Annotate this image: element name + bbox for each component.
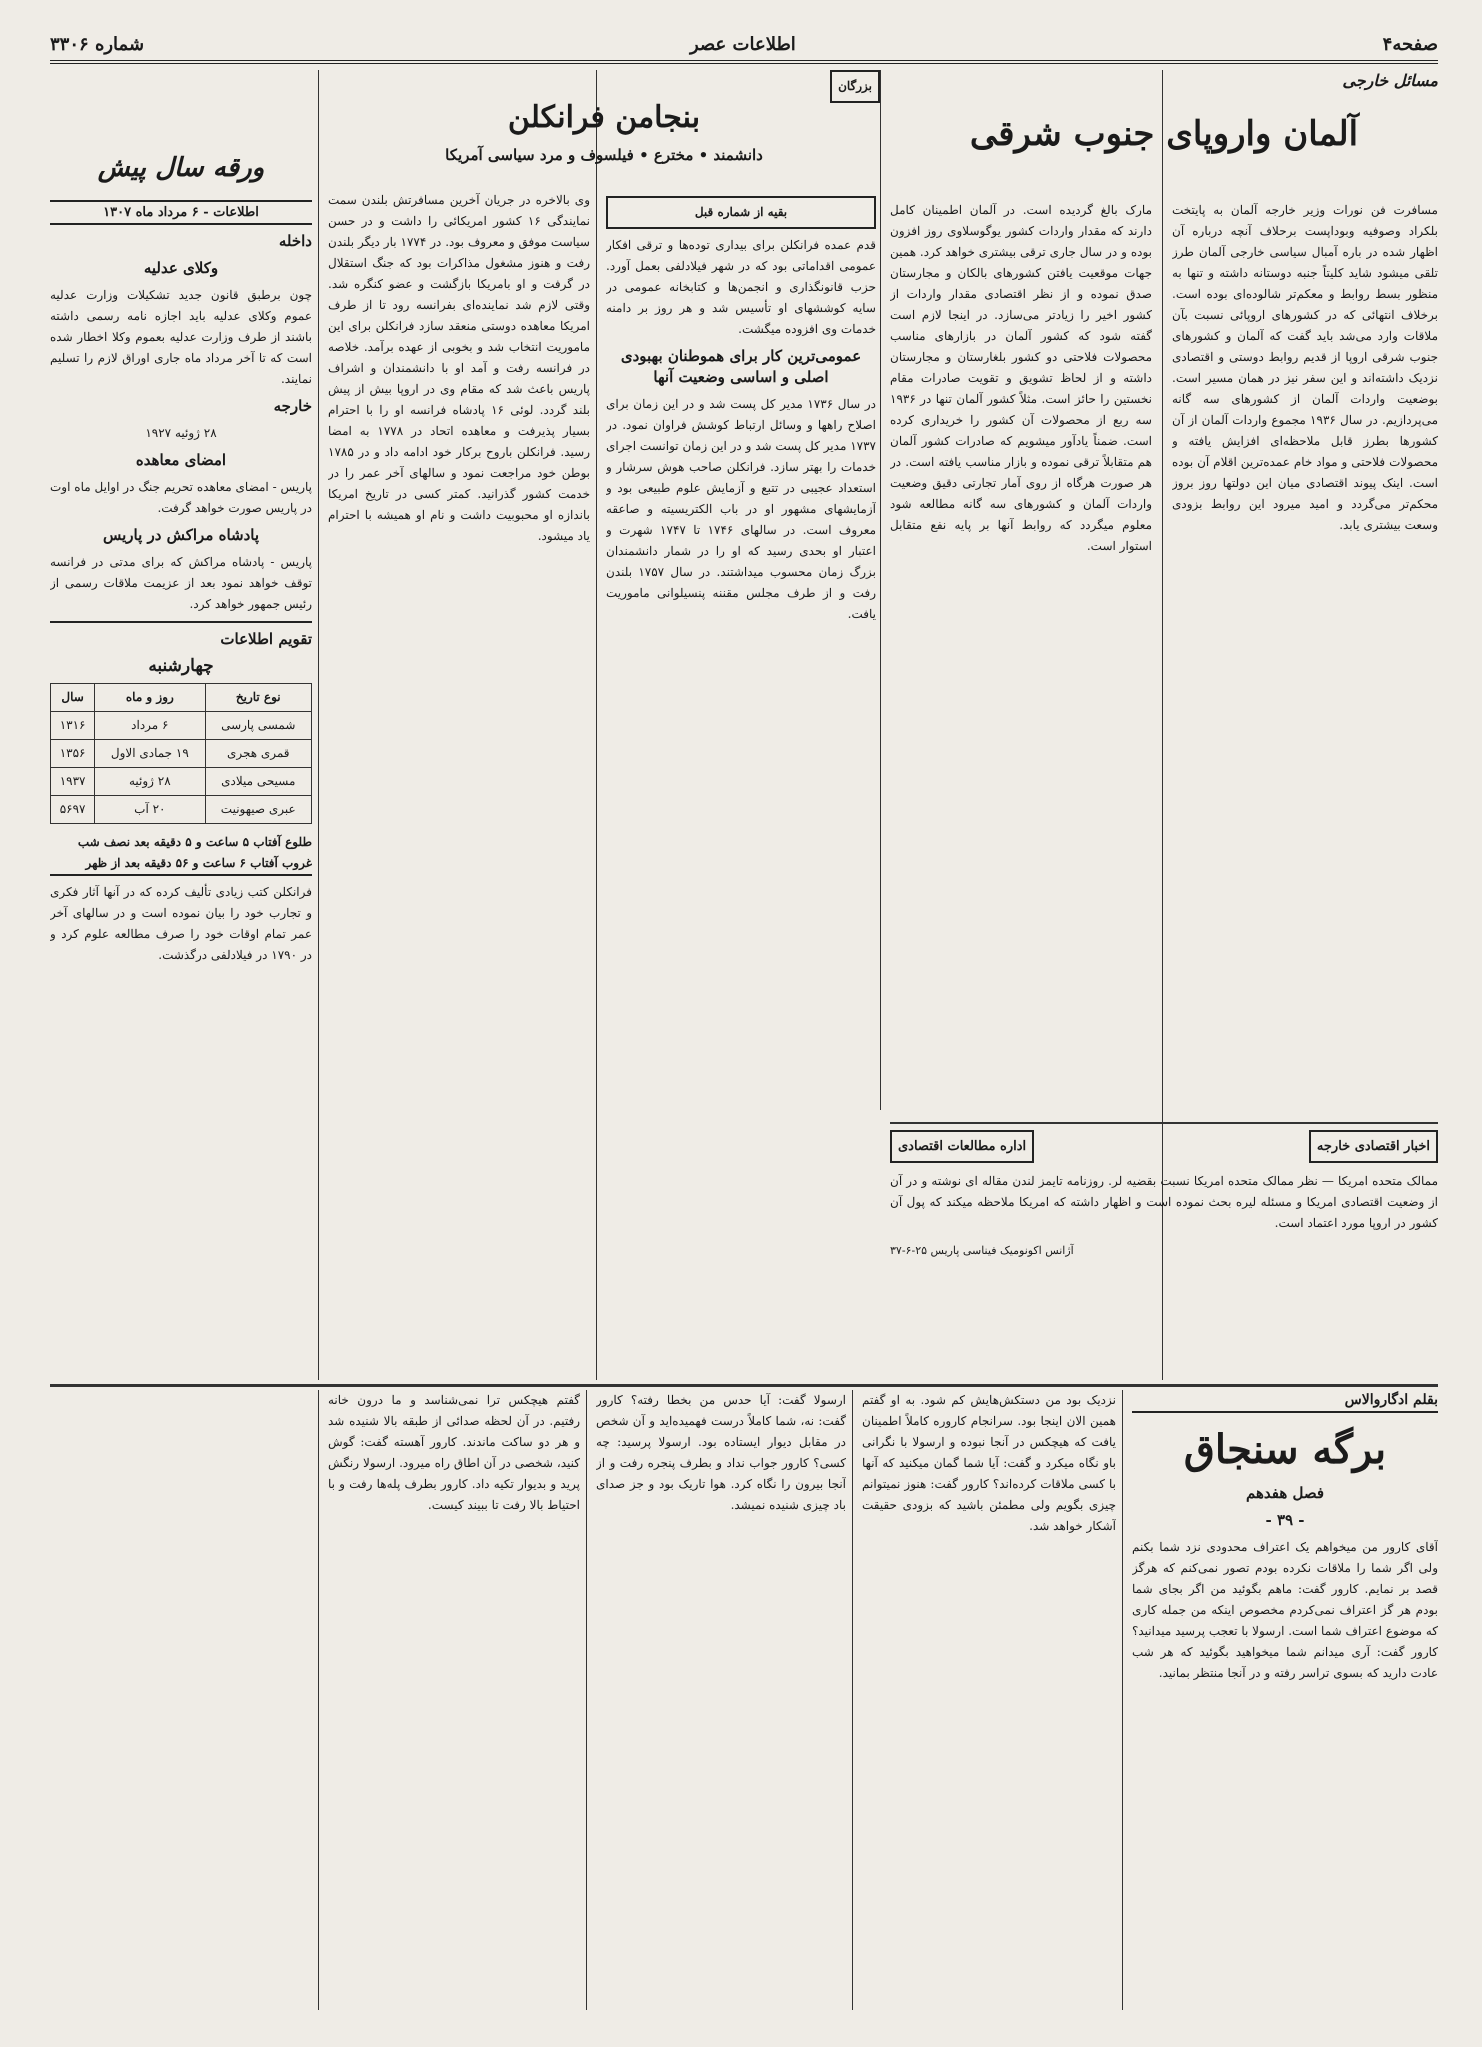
section-heading: خارجه: [273, 397, 312, 415]
section-divider: [50, 1384, 1438, 1387]
article-paragraph: پاریس - امضای معاهده تحریم جنگ در اوایل ماه اوت در پاریس صورت خواهد گرفت.: [50, 480, 312, 515]
date-line: اطلاعات - ۶ مرداد ماه ۱۳۰۷: [50, 200, 312, 225]
headline-block: [890, 70, 1438, 190]
section-title: اخبار اقتصادی خارجه: [1309, 1130, 1438, 1163]
calendar-title: تقویم اطلاعات: [220, 630, 312, 648]
table-cell: ۲۰ آب: [95, 796, 205, 824]
sunrise-line: طلوع آفتاب ۵ ساعت و ۵ دقیقه بعد نصف شب: [77, 835, 312, 849]
table-row: [51, 796, 312, 824]
source-line: آژانس اکونومیک فیناسی پاریس ۲۵-۶-۳۷: [890, 1244, 1074, 1257]
table-cell: قمری هجری: [205, 740, 311, 768]
table-header: روز و ماه: [95, 684, 205, 712]
column-rule: [880, 70, 881, 1110]
table-cell: عبری صیهونیت: [205, 796, 311, 824]
column-last-year: [50, 70, 312, 1380]
serial-column: [596, 1390, 846, 2010]
paper-name: اطلاعات عصر: [690, 34, 796, 55]
weekday: چهارشنبه: [148, 656, 214, 676]
article-paragraph: فرانکلن کتب زیادی تألیف کرده که در آنها آثار فکری و تجارب خود را بیان نموده است و در سالهای آخر عمر تمام اوقات خود را صرف مطالعه علوم کرد و در ۱۷۹۰ در فیلادلفی درگذشت.: [50, 885, 312, 962]
table-cell: ۶ مرداد: [95, 712, 205, 740]
table-cell: ۵۶۹۷: [51, 796, 95, 824]
article-title: امضای معاهده: [135, 451, 227, 469]
article-headline: بنجامن فرانکلن: [507, 100, 701, 135]
continued-note: بقیه از شماره قبل: [606, 196, 876, 229]
article-paragraph: وی بالاخره در جریان آخرین مسافرتش بلندن سمت نمایندگی ۱۶ کشور امریکائی را داشت و در حسن سیاست موفق و معروف بود. در ۱۷۷۴ بار دیگر بلندن رفت و هنوز مشغول مذاکرات بود که جنگ استقلال در گرفت و او بامریکا بازگشت و عضو کنگره شد. وقتی لازم شد نماینده‌ای بفرانسه رود تا از طرف امریکا معاهده دوستی منعقد سازد فرانکلن برای این ماموریت انتخاب شد و بخوبی از عهده برآمد. خلاصه در فرانسه رفت و آمد او با دانشمندان و اشراف پاریس باعث شد که مقام وی در اروپا بیش از پیش بلند گردد. لوئی ۱۶ پادشاه فرانسه او را با احترام بسیار پذیرفت و معاهده اتحاد در ۱۷۷۸ به امضا رسید. فرانکلن باروح برکار خود ادامه داد و در ۱۷۸۵ بوطن خود مراجعت نمود و سالهای آخر عمر را در خدمت کشور گذرانید. کمتر کسی در تاریخ امریکا باندازه او محبوبیت داشت و نام او همیشه با احترام یاد میشود.: [328, 193, 590, 543]
sunset-line: غروب آفتاب ۶ ساعت و ۵۶ دقیقه بعد از ظهر: [50, 853, 312, 876]
article-paragraph: مسافرت فن نورات وزیر خارجه آلمان به پایتخت بلکراد وصوفیه وبوداپست برحلاف آنچه درباره آن اظهار شده در باره آمبال سیاسی خارجی آلمان طرز تلقی میشود شاید کلیتاً جنبه دوستانه داشته و تنها به منظور بسط روابط و معکم‌تر شالوده‌ای بوده است. برخلاف انتهائی که در کشورهای اروپائی نسبت بآن ملاقات وارد می‌شد باید گفت که آلمان و کشورهای جنوب شرقی اروپا از قدیم روابط دوستی و اقتصادی نزدیک داشته‌اند و این سفر نیز در همان مسیر است. بوضعیت واردات آلمان از کشورهای سه گانه می‌پردازیم. در سال ۱۹۳۶ مجموع واردات آلمان از آن کشورها بطرز قابل ملاحظه‌ای افزایش یافته و محصولات فلاحتی و مواد خام عمده‌ترین اقلام آن بوده است. اینک پیوند اقتصادی میان این دولتها روز بروز محکم‌تر می‌گردد و امید میرود این روابط بزودی وسعت بیشتری یابد.: [1172, 203, 1438, 532]
table-row: [51, 712, 312, 740]
article-paragraph: چون برطبق قانون جدید تشکیلات وزارت عدلیه عموم وکلای عدلیه باید اجازه نامه رسمی داشته باشند از طرف وزارت عدلیه بعموم وکلا اخطار شده است که تا آخر مرداد ماه جاری اوراق لازم را تسلیم نمایند.: [50, 288, 312, 386]
story-paragraph: نزدیک بود من دستکش‌هایش کم شود. به او گفتم همین الان اینجا بود. سرانجام کاروره کاملاً اطمینان یافت که هیچکس در آنجا نبوده و ارسولا با نگرانی باو نگاه میکرد و گفت: آیا شما گمان میکنید که آنها با کسی ملاقات کرده‌اند؟ کارور گفت: هنوز نمیتوانم چیزی بگویم ولی مطمئن باشید که بزودی حقیقت آشکار خواهد شد.: [862, 1393, 1116, 1533]
article-paragraph: پاریس - پادشاه مراکش که برای مدتی در فرانسه توقف خواهد نمود بعد از عزیمت ملاقات رسمی از رئیس جمهور خواهد کرد.: [50, 555, 312, 611]
table-cell: ۱۹۳۷: [51, 768, 95, 796]
table-header: نوع تاریخ: [205, 684, 311, 712]
article-subtitle: دانشمند • مخترع • فیلسوف و مرد سیاسی آمریکا: [445, 146, 763, 164]
serial-column: [50, 1390, 312, 2010]
franklin-headline-block: [328, 96, 880, 186]
article-paragraph: ممالک متحده امریکا — نظر ممالک متحده امریکا نسبت بقضیه لر. روزنامه تایمز لندن مقاله ای نوشته و در آن از وضعیت اقتصادی امریکا و مسئله لیره بحث نموده است و اظهار داشته که امریکا ملاحظه میکند که پول آن کشور در اروپا مورد اعتماد است.: [890, 1174, 1438, 1230]
section-divider: [890, 1122, 1438, 1124]
serial-column: [1132, 1390, 1438, 2010]
chapter-label: فصل هفدهم: [1245, 1484, 1325, 1502]
column-rule: [852, 1390, 853, 2010]
section-kicker: مسائل خارجی: [1342, 71, 1438, 90]
article-title: پادشاه مراکش در پاریس: [102, 526, 260, 544]
section-tag: بزرگان: [830, 70, 880, 103]
column-rule: [586, 1390, 587, 2010]
section-kicker: ورقه سال پیش: [97, 153, 265, 183]
episode-number: - ۳۹ -: [1265, 1511, 1305, 1529]
table-cell: ۱۳۱۶: [51, 712, 95, 740]
article-headline: آلمان واروپای جنوب شرقی: [969, 114, 1359, 154]
column-rule: [318, 70, 319, 1380]
story-paragraph: گفتم هیچکس ترا نمی‌شناسد و ما درون خانه رفتیم. در آن لحظه صدائی از طبقه بالا شنیده شد و هر دو ساکت ماندند. کارور آهسته گفت: گوش کنید، شخصی در آن اطاق راه میرود. ارسولا رنگش پرید و بدیوار تکیه داد. کارور بطرف پله‌ها رفت و با احتیاط بالا رفت تا ببیند کیست.: [328, 1393, 580, 1512]
section-title: اداره مطالعات اقتصادی: [890, 1130, 1034, 1163]
table-cell: ۲۸ ژوئیه: [95, 768, 205, 796]
franklin-body-continued: [328, 190, 590, 1380]
article-paragraph: در سال ۱۷۳۶ مدیر کل پست شد و در این زمان برای اصلاح راهها و وسائل ارتباط کوشش فراوان نمود. در ۱۷۳۷ مدیر کل پست شد و در این زمان توانست اجرای خدمات را بهتر سازد. فرانکلن صاحب هوش سرشار و استعداد عجیبی در تتبع و آزمایش علوم طبیعی بود و آزمایشهای مشهور او در باب الکتریسیته و صاعقه معروف است. در سالهای ۱۷۴۶ تا ۱۷۴۷ شهرت و اعتبار او بحدی رسید که او را در شمار دانشمندان بزرگ زمان محسوب میداشتند. در سال ۱۷۵۷ بلندن رفت و از طرف مجلس مقننه پنسیلوانی ماموریت یافت.: [606, 397, 876, 621]
table-row: [51, 740, 312, 768]
serial-title: برگه سنجاق: [1183, 1426, 1387, 1473]
story-paragraph: ارسولا گفت: آیا حدس من بخطا رفته؟ کارور گفت: نه، شما کاملاً درست فهمیده‌اید و آن شخص در مقابل دیوار ایستاده بود. ارسولا پرسید: چه کسی؟ کارور جواب نداد و بطرف پنجره رفت و از آنجا بیرون را نگاه کرد. هوا تاریک بود و جز صدای باد چیزی شنیده نمیشد.: [596, 1393, 846, 1512]
article-continuation: [890, 200, 1152, 1100]
page-number: صفحه۴: [1382, 34, 1438, 55]
table-cell: مسیحی میلادی: [205, 768, 311, 796]
franklin-body: [606, 190, 876, 1380]
serial-column: [862, 1390, 1116, 2010]
column-rule: [1122, 1390, 1123, 2010]
article-paragraph: قدم عمده فرانکلن برای بیداری توده‌ها و ترقی افکار عمومی اقداماتی بود که در شهر فیلادلفی بعمل آورد. حزب قانونگذاری و انجمن‌ها و کتابخانه عمومی در سایه کوششهای او تأسیس شد و هر روز بر دامنه خدمات وی افزوده میگشت.: [606, 238, 876, 336]
column-rule: [318, 1390, 319, 2010]
table-cell: شمسی پارسی: [205, 712, 311, 740]
table-cell: ۱۳۵۶: [51, 740, 95, 768]
calendar-table: [50, 683, 312, 824]
section-heading: داخله: [278, 232, 312, 250]
article-title: وکلای عدلیه: [143, 259, 219, 277]
issue-number: شماره ۳۳۰۶: [50, 34, 145, 55]
dateline: ۲۸ ژوئیه ۱۹۲۷: [145, 426, 217, 440]
table-row: [51, 768, 312, 796]
column-rule: [596, 70, 597, 1380]
story-paragraph: آقای کارور من میخواهم یک اعتراف محدودی نزد شما بکنم ولی اگر شما را ملاقات نکرده بودم تصور نمی‌کنم که هرگز قصد بر نمایم. کارور گفت: ماهم بگوئید من اگر بجای شما بودم هر گز اعتراف نمی‌کردم مخصوص اینکه من جمله کاری که موضوع اعتراف شما است. ارسولا با تعجب پرسید میدانید؟ کارور گفت: آری میدانم شما میخواهید بگوئید که هر شب عادت دارید که بسوی تراسر رفته و در آنجا منتظر بمانید.: [1132, 1540, 1438, 1680]
economic-news-box: [890, 1130, 1438, 1380]
article-paragraph: مارک بالغ گردیده است. در آلمان اطمینان کامل دارند که مقدار واردات کشور یوگوسلاوی روز افزون بوده و در سال جاری ترقی بیشتری خواهد کرد. همین جهات موقعیت یافتن کشورهای بالکان و مجارستان صدق نموده و از نظر اقتصادی مقدار واردات از کشور اخیر را زیادتر می‌سازد. در اینجا لازم است گفته شود که کشور آلمان در بازارهای مناسب محصولات فلاحتی دو کشور بلغارستان و مجارستان داشته و از لحاظ تشویق و تقویت صادرات مقام نخستین را حائز است. مثلاً کشور آلمان تنها در ۱۹۳۶ سه ربع از محصولات آن کشور را خریداری کرده است. ضمناً یادآور میشویم که صادرات کشور آلمان هم متقابلاً ترقی نموده و بازار مناسب یافته است. در هر صورت هرگاه از روی آمار تجارتی دقیق وضعیت واردات آلمان و کشورهای سه گانه مطالعه شود معلوم میگردد که روابط آنها بر پایه نفع متقابل استوار است.: [890, 203, 1152, 553]
table-header: سال: [51, 684, 95, 712]
byline: بقلم ادگاروالاس: [1132, 1390, 1438, 1413]
serial-column: [328, 1390, 580, 2010]
table-cell: ۱۹ جمادی الاول: [95, 740, 205, 768]
page-header: [50, 30, 1438, 64]
section-heading: عمومی‌ترین کار برای هموطنان بهبودی اصلی و اساسی وضعیت آنها: [620, 347, 862, 386]
